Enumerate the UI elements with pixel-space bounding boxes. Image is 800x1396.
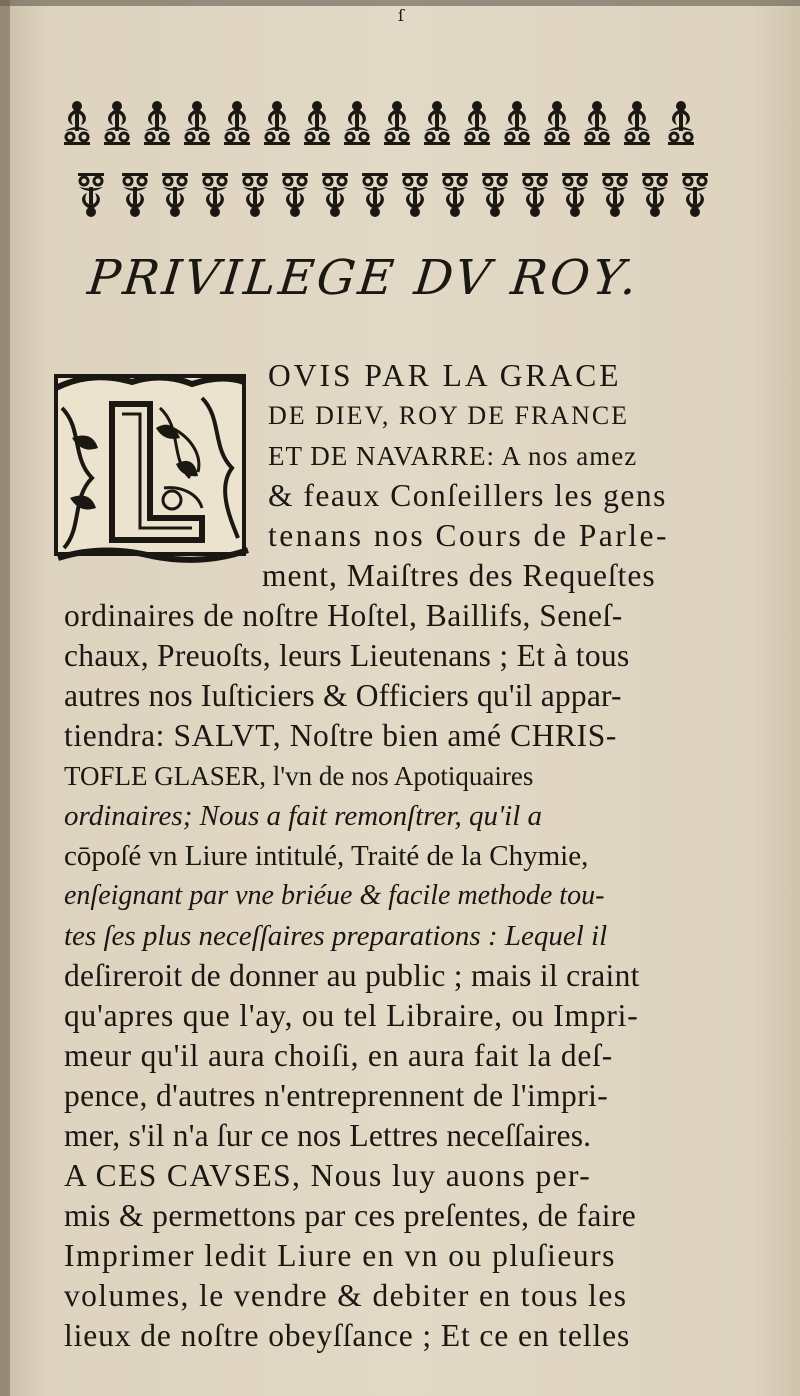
text-line: ordinaires de noſtre Hoſtel, Baillifs, Seneſ- [64,598,623,633]
page-binding-edge [0,0,10,1396]
text-line: deſireroit de donner au public ; mais il craint [64,958,640,993]
text-line: enſeignant par vne briéue & facile methode tou- [64,880,605,911]
text-line: meur qu'il aura choiſi, en aura fait la deſ- [64,1038,614,1073]
text-line: ment, Maiſtres des Requeſtes [262,558,656,593]
page-heading: PRIVILEGE DV ROY. [85,250,643,306]
fleuron-ornament-band [62,100,710,218]
text-line: qu'apres que l'ay, ou tel Libraire, ou Impri- [64,998,639,1033]
text-line: Imprimer ledit Liure en vn ou pluſieurs [64,1238,616,1273]
text-line: TOFLE GLASER, l'vn de nos Apotiquaires [64,761,534,791]
text-line: volumes, le vendre & debiter en tous les [64,1278,628,1313]
text-line: pence, d'autres n'entreprennent de l'impri- [64,1078,609,1113]
text-line: ordinaires; Nous a fait remonſtrer, qu'il a [64,800,543,832]
text-line: & feaux Conſeillers les gens [268,478,667,513]
decorated-initial-L-icon [52,368,252,572]
text-line: tiendra: SALVT, Noſtre bien amé CHRIS- [64,718,617,753]
text-line: A CES CAVSES, Nous luy auons per- [64,1158,592,1193]
text-line: mer, s'il n'a ſur ce nos Lettres neceſſaires. [64,1118,592,1153]
text-line: OVIS PAR LA GRACE [268,358,622,393]
signature-mark: ſ [398,6,404,25]
text-line: autres nos Iuſticiers & Officiers qu'il appar- [64,678,622,713]
text-line: tes ſes plus neceſſaires preparations : Lequel il [64,920,608,952]
text-line: lieux de noſtre obeyſſance ; Et ce en telles [64,1318,631,1353]
text-line: cōpoſé vn Liure intitulé, Traité de la Chymie, [64,840,589,872]
text-line: ET DE NAVARRE: A nos amez [268,441,638,471]
text-line: DE DIEV, ROY DE FRANCE [268,401,630,430]
text-line: tenans nos Cours de Parle- [268,518,669,553]
text-line: mis & permettons par ces preſentes, de faire [64,1198,637,1233]
text-line: chaux, Preuoſts, leurs Lieutenans ; Et à tous [64,638,630,673]
